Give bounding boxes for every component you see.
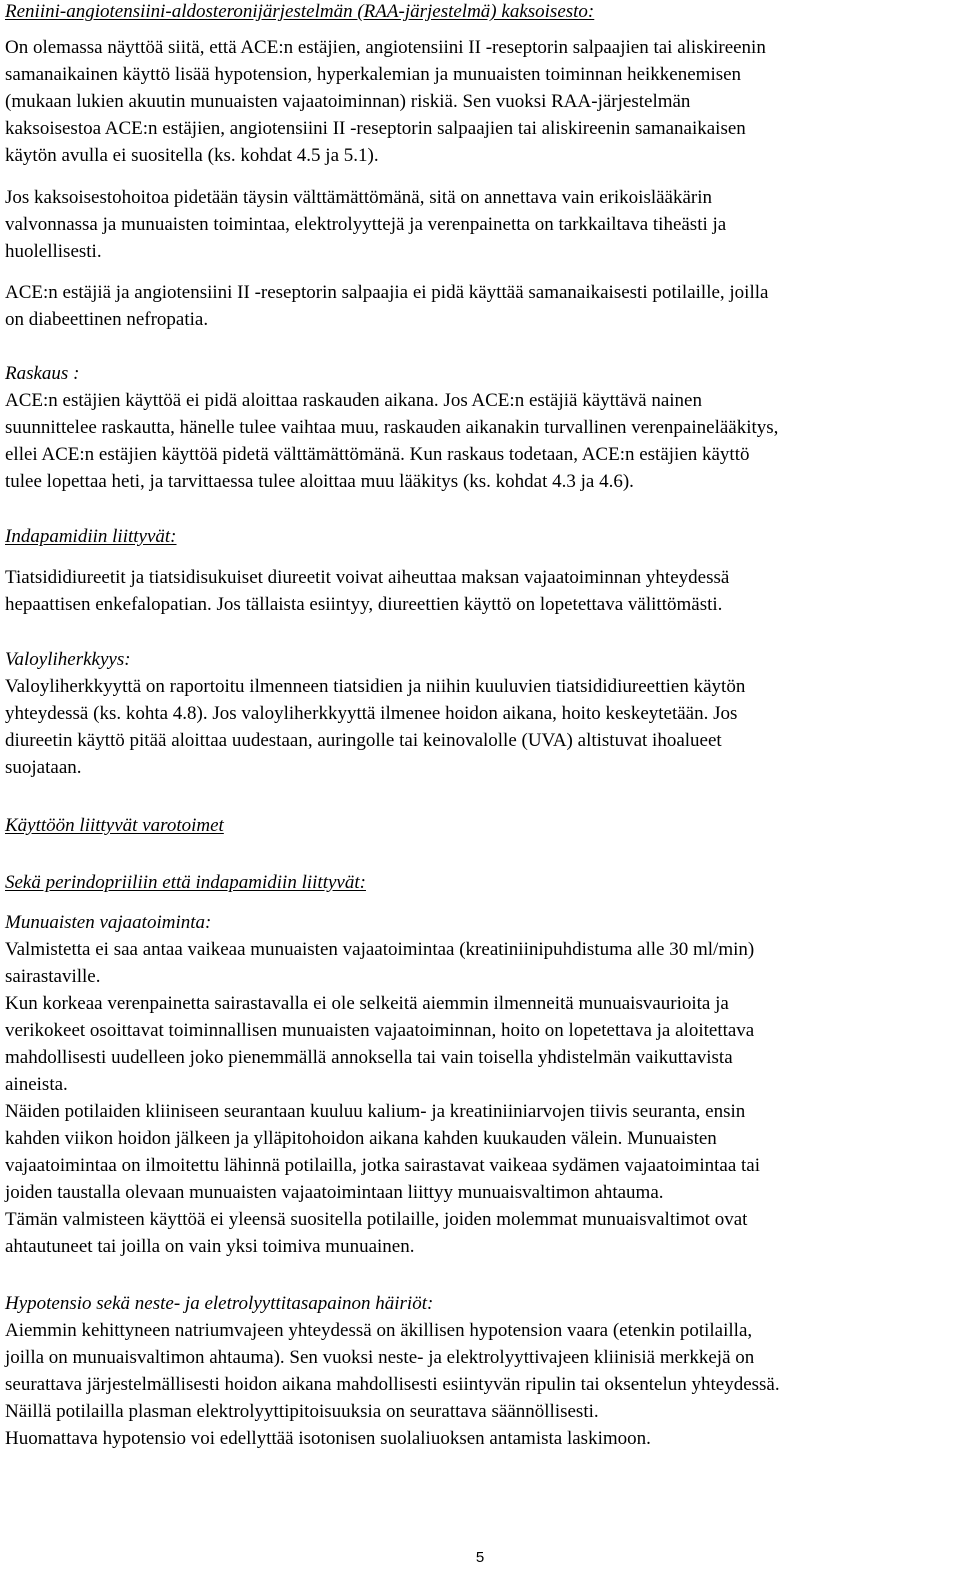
text-line: seurattava järjestelmällisesti hoidon aikana mahdollisesti esiintyvän ripulin tai oksentelun yhteydessä. [5,1374,780,1395]
text-line: kahden viikon hoidon jälkeen ja ylläpitohoidon aikana kahden kuukauden välein. Munuaisten [5,1128,717,1149]
text-line: Näillä potilailla plasman elektrolyyttipitoisuuksia on seurattava säännöllisesti. [5,1401,599,1422]
text-line: käytön avulla ei suositella (ks. kohdat 4.5 ja 5.1). [5,145,379,166]
text-line: kaksoisestoa ACE:n estäjien, angiotensiini II -reseptorin salpaajien tai aliskireenin samanaikaisen [5,118,746,139]
text-line: Aiemmin kehittyneen natriumvajeen yhteydessä on äkillisen hypotension vaara (etenkin potilailla, [5,1320,753,1341]
text-line: samanaikainen käyttö lisää hypotension, hyperkalemian ja munuaisten toiminnan heikkenemisen [5,64,742,85]
section-heading-indapamidi: Indapamidiin liittyvät: [5,526,177,547]
section-heading-munuaisten-vajaatoiminta: Munuaisten vajaatoiminta: [5,912,212,933]
section-heading-valoyliherkkyys: Valoyliherkkyys: [5,649,131,670]
text-line: Tämän valmisteen käyttöä ei yleensä suositella potilaille, joiden molemmat munuaisvaltimot ovat [5,1209,748,1230]
text-line: (mukaan lukien akuutin munuaisten vajaatoiminnan) riskiä. Sen vuoksi RAA-järjestelmän [5,91,691,112]
section-heading-raskaus: Raskaus : [5,363,80,384]
text-line: suojataan. [5,757,82,778]
text-line: verikokeet osoittavat toiminnallisen munuaisten vajaatoiminnan, hoito on lopetettava ja aloitettava [5,1020,755,1041]
text-line: vajaatoimintaa on ilmoitettu lähinnä potilailla, jotka sairastavat vaikeaa sydämen vajaatoimintaa tai [5,1155,760,1176]
text-line: Tiatsididiureetit ja tiatsidisukuiset diureetit voivat aiheuttaa maksan vajaatoiminnan yhteydessä [5,567,730,588]
text-line: Näiden potilaiden kliiniseen seurantaan kuuluu kalium- ja kreatiniiniarvojen tiivis seuranta, ensin [5,1101,746,1122]
text-line: Valoyliherkkyyttä on raportoitu ilmenneen tiatsidien ja niihin kuuluvien tiatsididiureettien käytön [5,676,746,697]
text-line: ahtautuneet tai joilla on vain yksi toimiva munuainen. [5,1236,415,1257]
text-line: ACE:n estäjiä ja angiotensiini II -reseptorin salpaajia ei pidä käyttää samanaikaisesti potilaille, joilla [5,282,769,303]
section-heading-varotoimet: Käyttöön liittyvät varotoimet [5,815,224,836]
text-line: suunnittelee raskautta, hänelle tulee vaihtaa muu, raskauden aikanakin turvallinen verenpainelääkitys, [5,417,779,438]
text-line: Kun korkeaa verenpainetta sairastavalla ei ole selkeitä aiemmin ilmenneitä munuaisvaurioita ja [5,993,729,1014]
page-number: 5 [475,1549,485,1566]
section-heading-seka: Sekä perindopriiliin että indapamidiin liittyvät: [5,872,366,893]
text-line: On olemassa näyttöä siitä, että ACE:n estäjien, angiotensiini II -reseptorin salpaajien tai aliskireenin [5,37,766,58]
text-line: yhteydessä (ks. kohta 4.8). Jos valoyliherkkyyttä ilmenee hoidon aikana, hoito keskeytetään. Jos [5,703,738,724]
text-line: diureetin käyttö pitää aloittaa uudestaan, auringolle tai keinovalolle (UVA) altistuvat ihoalueet [5,730,722,751]
text-line: joilla on munuaisvaltimon ahtauma). Sen vuoksi neste- ja elektrolyyttivajeen kliinisiä merkkejä on [5,1347,755,1368]
text-line: tulee lopettaa heti, ja tarvittaessa tulee aloittaa muu lääkitys (ks. kohdat 4.3 ja 4.6). [5,471,634,492]
text-line: aineista. [5,1074,68,1095]
text-line: mahdollisesti uudelleen joko pienemmällä annoksella tai vain toisella yhdistelmän vaikuttavista [5,1047,733,1068]
section-heading-hypotensio: Hypotensio sekä neste- ja eletrolyyttitasapainon häiriöt: [5,1293,434,1314]
text-line: Jos kaksoisestohoitoa pidetään täysin välttämättömänä, sitä on annettava vain erikoislääkärin [5,187,713,208]
text-line: valvonnassa ja munuaisten toimintaa, elektrolyyttejä ja verenpainetta on tarkkailtava tiheästi ja [5,214,727,235]
text-line: huolellisesti. [5,241,102,262]
text-line: ACE:n estäjien käyttöä ei pidä aloittaa raskauden aikana. Jos ACE:n estäjiä käyttävä nainen [5,390,702,411]
text-line: on diabeettinen nefropatia. [5,309,209,330]
text-line: joiden taustalla olevaan munuaisten vajaatoimintaan liittyy munuaisvaltimon ahtauma. [5,1182,664,1203]
text-line: sairastaville. [5,966,101,987]
text-line: hepaattisen enkefalopatian. Jos tällaista esiintyy, diureettien käyttö on lopetettava välittömästi. [5,594,723,615]
section-heading-raa: Reniini-angiotensiini-aldosteronijärjestelmän (RAA-järjestelmä) kaksoisesto: [5,1,595,22]
text-line: ellei ACE:n estäjien käyttöä pidetä välttämättömänä. Kun raskaus todetaan, ACE:n estäjien käyttö [5,444,750,465]
text-line: Huomattava hypotensio voi edellyttää isotonisen suolaliuoksen antamista laskimoon. [5,1428,651,1449]
text-line: Valmistetta ei saa antaa vaikeaa munuaisten vajaatoimintaa (kreatiniinipuhdistuma alle 30 ml/min) [5,939,755,960]
